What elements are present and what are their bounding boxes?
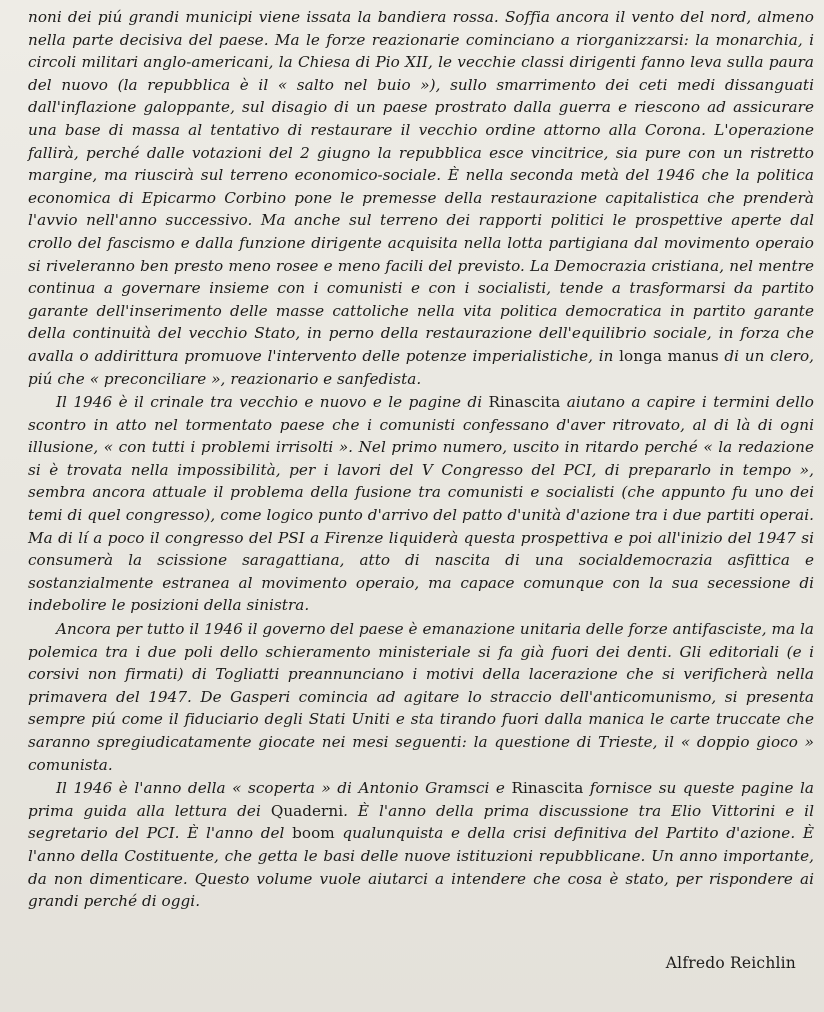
text-run: . È l'anno della prima discussione tra Elio Vittorini e il segretario del PCI. È l'anno del (28, 801, 814, 843)
text-run: Il 1946 è il crinale tra vecchio e nuovo e le pagine di (56, 393, 489, 412)
text-run: qualunquista e della crisi definitiva del Partito d'azione. È l'anno della Costituente, che getta le basi delle nuove istituzioni repubblicane. Un anno importante, da non dimenticare. Questo volume vuole aiutarci a intendere che cosa è stato, per rispondere ai grandi perché di oggi. (28, 824, 814, 911)
text-run-roman: longa manus (619, 346, 719, 365)
text-run-roman: boom (292, 824, 335, 843)
paragraph-1 (28, 6, 814, 390)
text-run: noni dei piú grandi municipi viene issata la bandiera rossa. Soffia ancora il vento del nord, almeno nella parte decisiva del paese. Ma le forze reazionarie cominciano a riorganizzarsi: la monarchia, i circoli militari anglo-americani, la Chiesa di Pio XII, le vecchie classi dirigenti fanno leva sulla paura del nuovo (la repubblica è il « salto nel buio »), sullo smarrimento dei ceti medi dissanguati dall'inflazione galoppante, sul disagio di un paese prostrato dalla guerra e riescono ad assicurare una base di massa al tentativo di restaurare il vecchio ordine attorno alla Corona. L'operazione fallirà, perché dalle votazioni del 2 giugno la repubblica esce vincitrice, sia pure con un ristretto margine, ma riuscirà sul terreno economico-sociale. È nella seconda metà del 1946 che la politica economica di Epicarmo Corbino pone le premesse della restaurazione capitalistica che prenderà l'avvio nell'anno successivo. Ma anche sul terreno dei rapporti politici le prospettive aperte dal crollo del fascismo e dalla funzione dirigente acquisita nella lotta partigiana dal movimento operaio si riveleranno ben presto meno rosee e meno facili del previsto. La Democrazia cristiana, nel mentre continua a governare insieme con i comunisti e con i socialisti, tende a trasformarsi da partito garante dell'inserimento delle masse cattoliche nella vita politica democratica in partito garante della continuità del vecchio Stato, in perno della restaurazione dell'equilibrio sociale, in forza che avalla o addirittura promuove l'intervento delle potenze imperialistiche, in (28, 8, 814, 365)
author-signature: Alfredo Reichlin (665, 954, 796, 972)
paragraph-3 (28, 618, 814, 776)
paragraph-4 (28, 777, 814, 913)
text-run: Il 1946 è l'anno della « scoperta » di Antonio Gramsci e (56, 779, 512, 798)
text-run-roman: Quaderni (270, 801, 344, 820)
paragraph-2 (28, 391, 814, 617)
text-run: fornisce su queste pagine la prima guida alla lettura dei (28, 779, 814, 820)
text-run-roman: Rinascita (511, 779, 584, 798)
text-run: aiutano a capire i termini dello scontro in atto nel tormentato paese che i comunisti confessano d'aver ritrovato, al di là di ogni illusione, « con tutti i problemi irrisolti ». Nel primo numero, uscito in ritardo perché « la redazione si è trovata nella impossibilità, per i lavori del V Congresso del PCI, di prepararlo in tempo », sembra ancora attuale il problema della fusione tra comunisti e socialisti (che appunto fu uno dei temi di quel congresso), come logico punto d'arrivo del patto d'unità d'azione tra i due partiti operai. Ma di lí a poco il congresso del PSI a Firenze liquiderà questa prospettiva e poi all'inizio del 1947 si consumerà la scissione saragattiana, atto di nascita di una socialdemocrazia asfittica e sostanzialmente estranea al movimento operaio, ma capace comunque con la sua secessione di indebolire le posizioni della sinistra. (28, 393, 814, 615)
text-run: di un clero, piú che « preconciliare », reazionario e sanfedista. (28, 346, 815, 388)
body-text (28, 6, 814, 913)
text-run-roman: Rinascita (488, 393, 561, 412)
text-run: Ancora per tutto il 1946 il governo del paese è emanazione unitaria delle forze antifasciste, ma la polemica tra i due poli dello schieramento ministeriale si fa già fuori dei denti. Gli editoriali (e i corsivi non firmati) di Togliatti preannunciano i motivi della lacerazione che si verificherà nella primavera del 1947. De Gasperi comincia ad agitare lo straccio dell'anticomunismo, si presenta sempre piú come il fiduciario degli Stati Uniti e sta tirando fuori dalla manica le carte truccate che saranno spregiudicatamente giocate nei mesi seguenti: la questione di Trieste, il « doppio gioco » comunista. (28, 620, 814, 774)
